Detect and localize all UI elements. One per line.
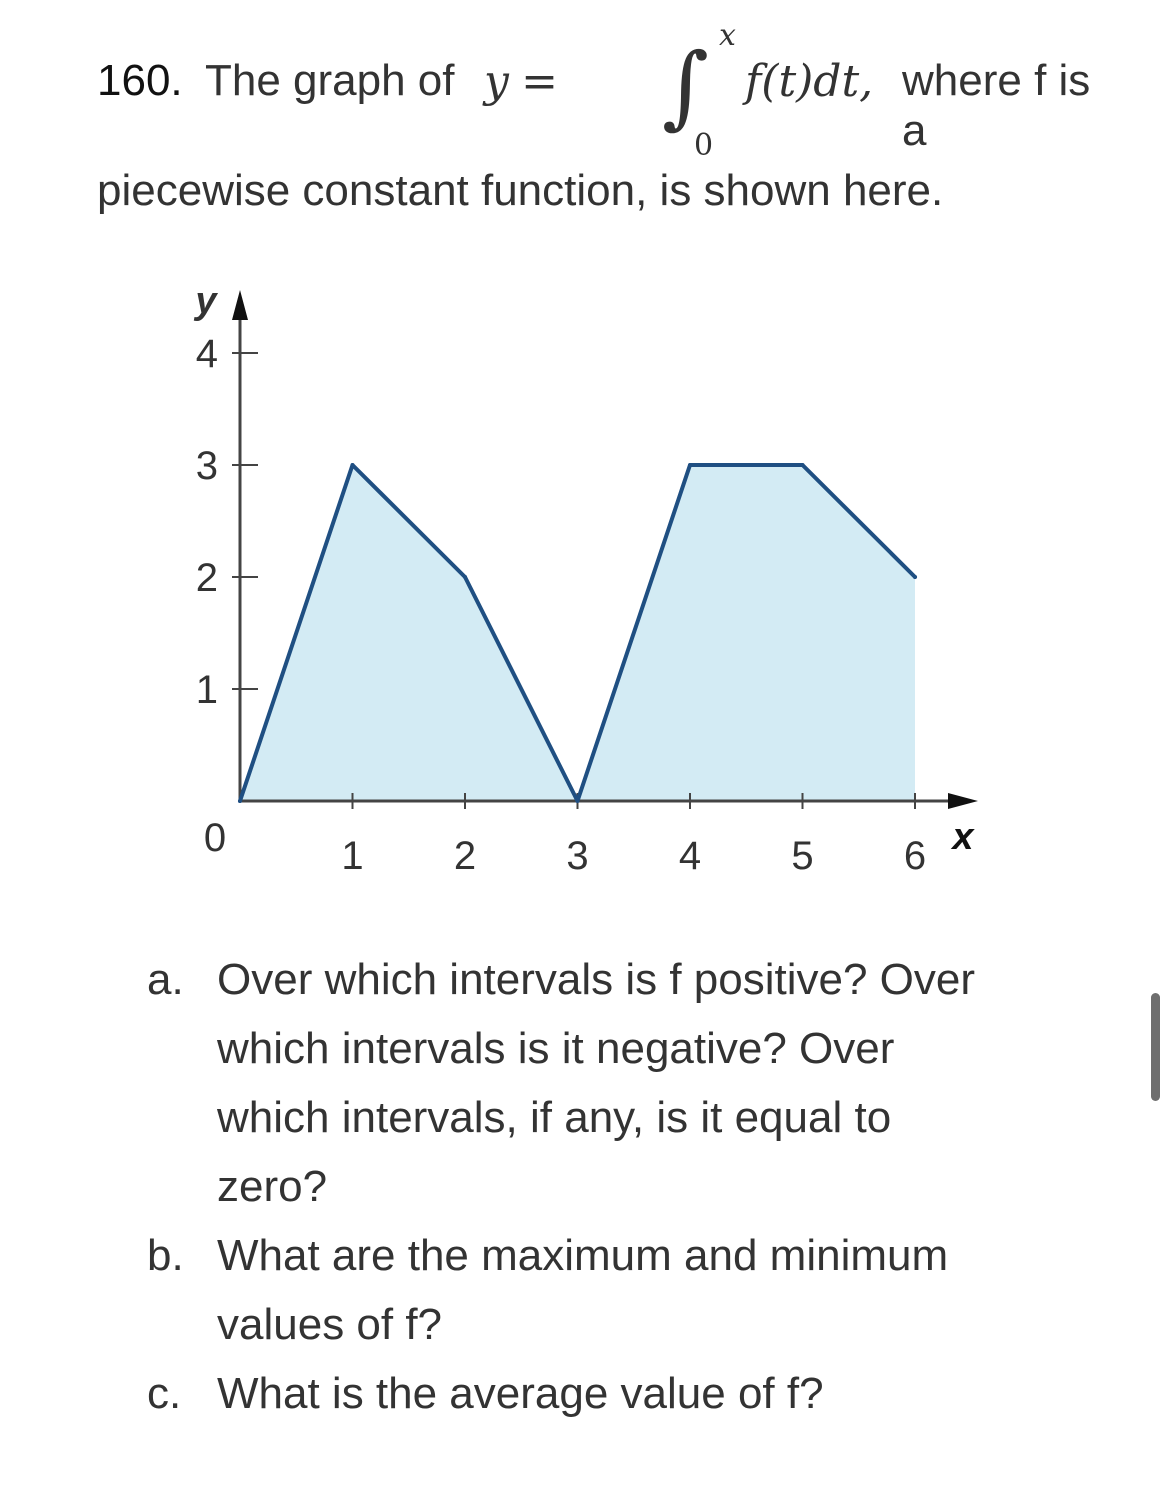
integrand: f(t)dt, bbox=[745, 56, 874, 107]
question-c bbox=[147, 1359, 1067, 1428]
formula-equals: = bbox=[521, 56, 558, 107]
area-layer bbox=[240, 465, 915, 801]
integral-lower-limit: 0 bbox=[694, 128, 714, 163]
y-axis-label: y bbox=[195, 280, 217, 322]
x-tick-label: 4 bbox=[678, 834, 702, 878]
data-point bbox=[913, 575, 917, 579]
x-tick-label: 3 bbox=[566, 834, 589, 878]
x-axis-label: x bbox=[952, 816, 974, 858]
question-b-label: b. bbox=[147, 1231, 184, 1280]
x-tick-label: 2 bbox=[453, 834, 477, 878]
integral-upper-limit: x bbox=[719, 18, 736, 53]
question-a-line: which intervals, if any, is it equal to bbox=[217, 1093, 892, 1142]
scrollbar[interactable] bbox=[1151, 993, 1160, 1101]
stem-line-2: piecewise constant function, is shown here. bbox=[97, 166, 944, 215]
data-point bbox=[801, 463, 805, 467]
stem-mid: where f is a bbox=[902, 56, 1091, 155]
y-axis-arrow bbox=[232, 290, 248, 320]
stem-lead: The graph of bbox=[205, 56, 455, 105]
x-tick-label: 1 bbox=[341, 834, 364, 878]
data-point bbox=[688, 463, 692, 467]
question-b-line: values of f? bbox=[217, 1300, 443, 1349]
question-a bbox=[147, 945, 1067, 1221]
question-a-line: which intervals is it negative? Over bbox=[217, 1024, 895, 1073]
data-point bbox=[238, 799, 242, 803]
data-point bbox=[463, 575, 467, 579]
question-a-line: Over which intervals is f positive? Over bbox=[217, 955, 976, 1004]
question-b-line: What are the maximum and minimum bbox=[217, 1231, 949, 1280]
area-fill bbox=[240, 465, 915, 801]
integral-sign: ∫ bbox=[662, 34, 709, 139]
data-point bbox=[351, 463, 355, 467]
problem-number: 160. bbox=[97, 56, 183, 105]
y-tick-label: 2 bbox=[195, 556, 218, 600]
x-axis-arrow bbox=[948, 793, 978, 809]
question-a-line: zero? bbox=[217, 1162, 328, 1211]
y-tick-label: 3 bbox=[195, 444, 218, 488]
x-tick-label: 6 bbox=[903, 834, 927, 878]
questions-list bbox=[147, 945, 1067, 1428]
y-tick-label: 1 bbox=[195, 668, 218, 712]
question-b bbox=[147, 1221, 1067, 1359]
origin-label: 0 bbox=[203, 816, 227, 860]
formula-y: y bbox=[484, 56, 509, 107]
question-c-label: c. bbox=[147, 1369, 182, 1418]
y-tick-label: 4 bbox=[195, 332, 218, 376]
x-tick-label: 5 bbox=[791, 834, 814, 878]
data-point bbox=[576, 799, 580, 803]
question-c-line: What is the average value of f? bbox=[217, 1369, 824, 1418]
question-a-label: a. bbox=[147, 955, 184, 1004]
